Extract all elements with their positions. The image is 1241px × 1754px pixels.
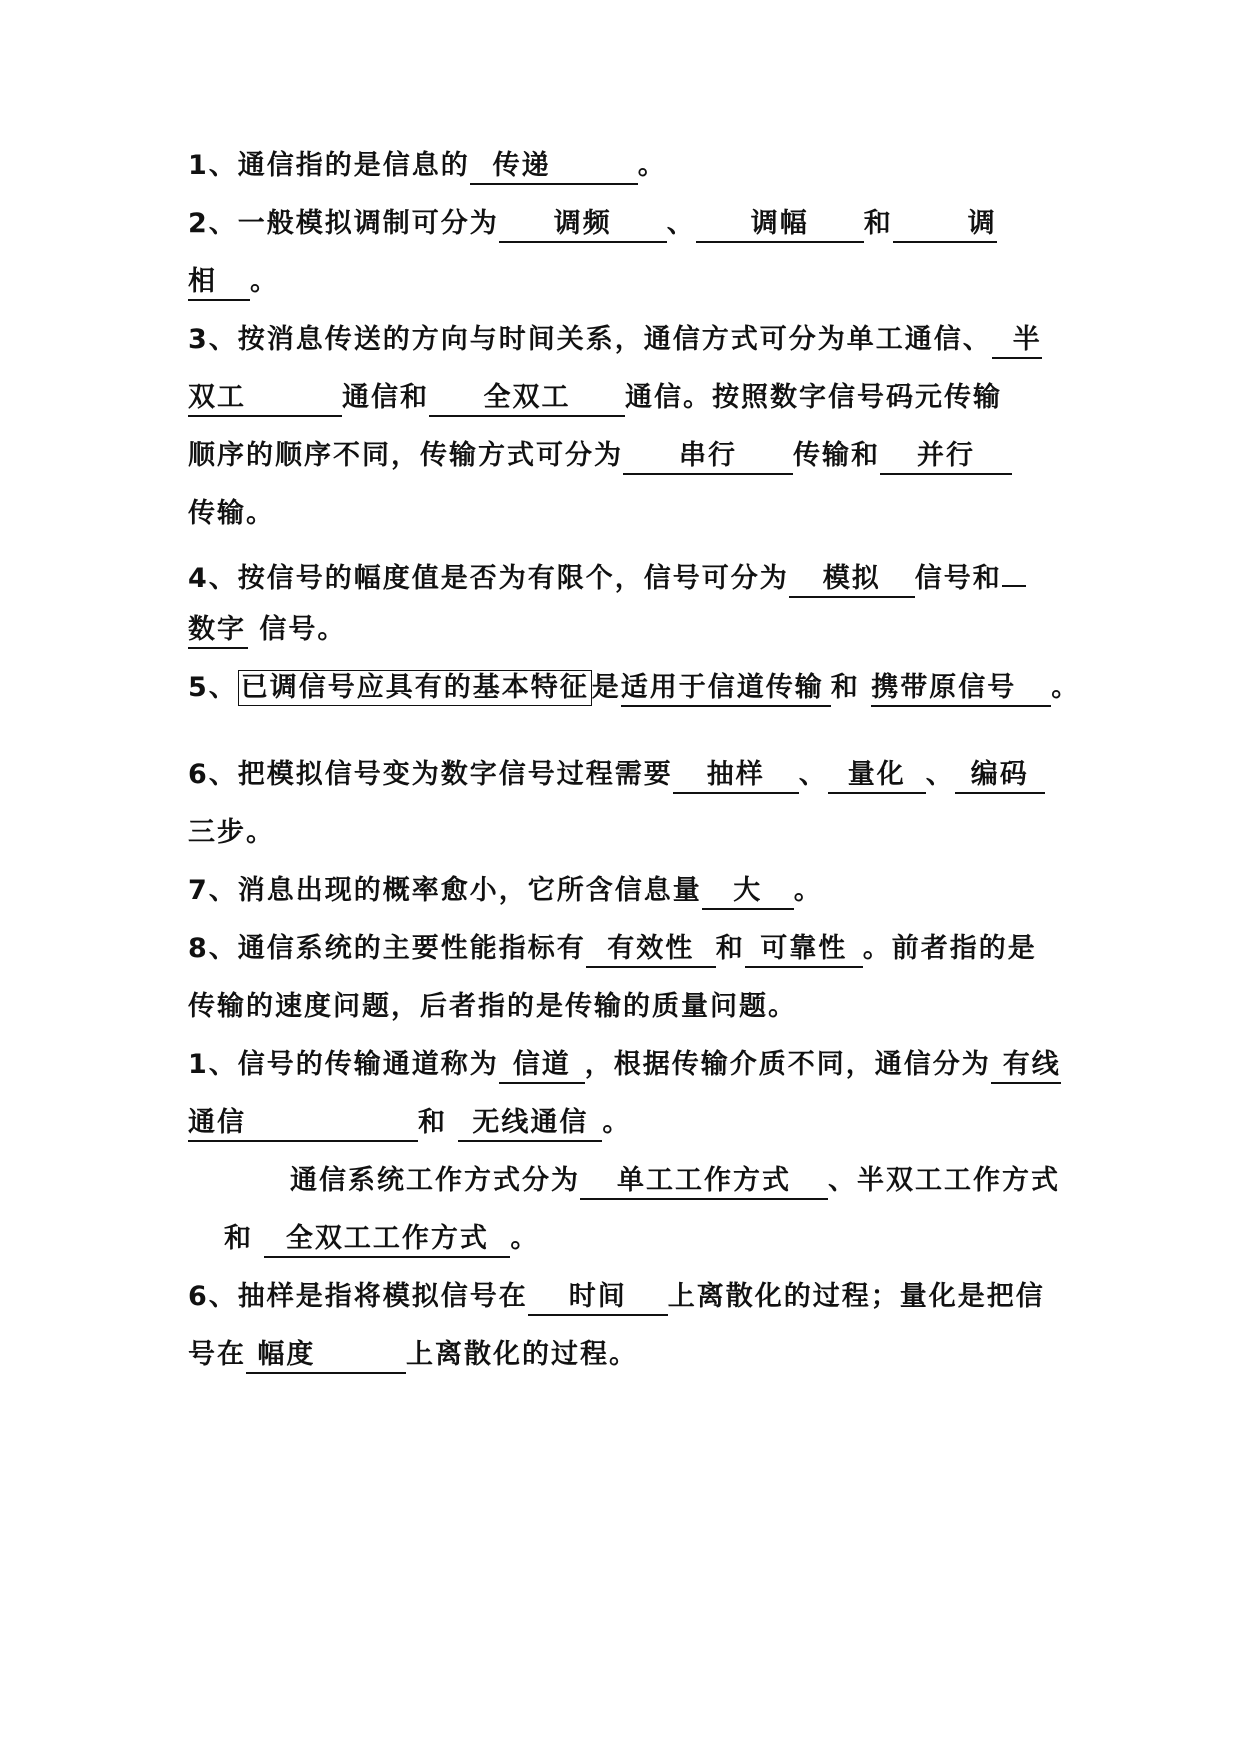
q2-answer-3b-text: 相 <box>188 266 217 297</box>
q10-answer-1-text: 单工工作方式 <box>617 1165 791 1196</box>
q10-line-2-prefix: 和 <box>224 1223 253 1254</box>
q3-answer-3-text: 串行 <box>679 440 737 471</box>
q5-suffix: 。 <box>1051 672 1081 703</box>
q7-answer-1-text: 大 <box>733 875 763 906</box>
q9-answer-2b <box>188 1106 418 1142</box>
question-2-line-2 <box>188 261 279 303</box>
q2-suffix: 。 <box>250 266 279 297</box>
q11-answer-1 <box>528 1280 668 1316</box>
q4-answer-1 <box>789 562 915 598</box>
q6-answer-1 <box>673 758 799 794</box>
q11-line-2-prefix: 号在 <box>188 1339 246 1370</box>
q3-answer-1b <box>188 381 342 417</box>
q5-boxed-term: 已调信号应具有的基本特征 <box>238 670 592 706</box>
q8-line-2: 传输的速度问题，后者指的是传输的质量问题。 <box>188 991 797 1022</box>
q1-answer-1 <box>470 149 638 185</box>
q5-mid-2: 和 <box>830 672 860 703</box>
q6-prefix: 6、把模拟信号变为数字信号过程需要 <box>188 759 673 790</box>
q3-answer-1b-text: 双工 <box>188 382 246 413</box>
q4-answer-2-text: 数字 <box>188 614 246 645</box>
q6-suffix: 三步。 <box>188 817 275 848</box>
q2-answer-3a-text: 调 <box>967 208 997 239</box>
q8-answer-2-text: 可靠性 <box>760 933 848 964</box>
q4-suffix: 信号。 <box>259 614 347 645</box>
q8-mid: 和 <box>715 933 745 964</box>
q2-answer-3a <box>893 207 997 243</box>
q3-answer-1a <box>992 323 1042 359</box>
question-10-line-2 <box>224 1218 539 1260</box>
q2-sep-2: 和 <box>863 208 893 239</box>
q8-answer-1-text: 有效性 <box>607 933 695 964</box>
question-10-line-1 <box>290 1160 1060 1202</box>
q11-suffix: 上离散化的过程。 <box>406 1339 638 1370</box>
q6-answer-3-text: 编码 <box>970 759 1029 790</box>
q11-mid: 上离散化的过程；量化是把信 <box>667 1281 1045 1312</box>
q9-prefix: 1、信号的传输通道称为 <box>188 1049 499 1080</box>
q9-suffix: 。 <box>602 1107 632 1138</box>
q10-prefix: 通信系统工作方式分为 <box>290 1165 580 1196</box>
q1-suffix: 。 <box>637 150 667 181</box>
q3-mid-3: 传输和 <box>793 440 880 471</box>
q11-answer-2 <box>246 1338 406 1374</box>
q8-tail-1: 。前者指的是 <box>862 933 1037 964</box>
q7-answer-1 <box>702 874 794 910</box>
q3-answer-4-text: 并行 <box>917 440 975 471</box>
question-8-line-2 <box>188 986 797 1028</box>
question-4-line-2 <box>188 609 346 651</box>
q5-answer-2 <box>871 671 1051 707</box>
q5-prefix: 5、 <box>188 672 238 703</box>
q3-answer-3 <box>623 439 793 475</box>
q7-prefix: 7、消息出现的概率愈小，它所含信息量 <box>188 875 702 906</box>
q3-prefix: 3、按消息传送的方向与时间关系，通信方式可分为单工通信、 <box>188 324 992 355</box>
question-9-line-2 <box>188 1102 631 1144</box>
q2-sep-1: 、 <box>666 208 696 239</box>
q7-suffix: 。 <box>793 875 823 906</box>
q2-answer-1-text: 调频 <box>553 208 612 239</box>
q9-answer-3-text: 无线通信 <box>472 1107 589 1138</box>
q3-answer-2 <box>429 381 625 417</box>
q11-answer-1-text: 时间 <box>568 1281 627 1312</box>
q5-mid-1: 是 <box>591 672 621 703</box>
q11-answer-2-text: 幅度 <box>257 1339 316 1370</box>
q2-answer-2-text: 调幅 <box>750 208 809 239</box>
q2-answer-3b <box>188 265 250 301</box>
question-5-line-1 <box>188 667 1080 709</box>
q9-answer-2b-text: 通信 <box>188 1107 246 1138</box>
q9-answer-2a-text: 有线 <box>1002 1049 1061 1080</box>
q6-sep-1: 、 <box>798 759 828 790</box>
q6-sep-2: 、 <box>925 759 955 790</box>
question-2-line-1 <box>188 203 997 245</box>
q10-answer-2 <box>264 1222 510 1258</box>
q9-answer-2a <box>991 1048 1061 1084</box>
q3-suffix: 传输。 <box>188 498 275 529</box>
q2-answer-2 <box>696 207 864 243</box>
q10-suffix: 。 <box>510 1223 540 1254</box>
question-3-line-4 <box>188 493 275 535</box>
q1-prefix: 1、通信指的是信息的 <box>188 150 470 181</box>
q3-mid-2: 通信。按照数字信号码元传输 <box>625 382 1002 413</box>
q3-answer-4 <box>880 439 1012 475</box>
q6-answer-3 <box>955 758 1045 794</box>
question-6-line-1 <box>188 754 1045 796</box>
q4-answer-2-lead <box>1002 551 1026 587</box>
q2-prefix: 2、一般模拟调制可分为 <box>188 208 499 239</box>
q1-answer-1-text: 传递 <box>492 150 551 181</box>
q9-answer-1-text: 信道 <box>512 1049 571 1080</box>
question-9-line-1 <box>188 1044 1061 1086</box>
question-3-line-2 <box>188 377 1002 419</box>
q10-mid: 、半双工工作方式 <box>828 1165 1060 1196</box>
q5-answer-1 <box>621 671 831 707</box>
q4-answer-1-text: 模拟 <box>822 563 881 594</box>
q10-answer-2-text: 全双工工作方式 <box>285 1223 489 1254</box>
q3-mid-1: 通信和 <box>342 382 429 413</box>
q9-answer-1 <box>499 1048 585 1084</box>
question-1-line-1 <box>188 145 667 187</box>
q8-answer-2 <box>745 932 863 968</box>
q9-mid-2: 和 <box>418 1107 447 1138</box>
q11-prefix: 6、抽样是指将模拟信号在 <box>188 1281 528 1312</box>
q3-answer-1a-text: 半 <box>1012 324 1042 355</box>
q6-answer-1-text: 抽样 <box>706 759 765 790</box>
question-3-line-1 <box>188 319 1042 361</box>
question-8-line-1 <box>188 928 1037 970</box>
question-6-line-2 <box>188 812 275 854</box>
question-11-line-1 <box>188 1276 1045 1318</box>
q3-answer-2-text: 全双工 <box>483 382 571 413</box>
question-3-line-3 <box>188 435 1012 477</box>
q3-line-3-prefix: 顺序的顺序不同，传输方式可分为 <box>188 440 623 471</box>
question-4-line-1 <box>188 551 1026 593</box>
question-11-line-2 <box>188 1334 638 1376</box>
q2-answer-1 <box>499 207 667 243</box>
q4-prefix: 4、按信号的幅度值是否为有限个，信号可分为 <box>188 563 789 594</box>
q6-answer-2 <box>828 758 926 794</box>
q4-mid: 信号和 <box>914 563 1002 594</box>
q5-answer-2-text: 携带原信号 <box>871 672 1017 703</box>
q8-prefix: 8、通信系统的主要性能指标有 <box>188 933 586 964</box>
q4-answer-2 <box>188 613 248 649</box>
q10-answer-1 <box>580 1164 828 1200</box>
q6-answer-2-text: 量化 <box>847 759 906 790</box>
q8-answer-1 <box>586 932 716 968</box>
q5-answer-1-text: 适用于信道传输 <box>620 672 824 703</box>
q9-mid: ，根据传输介质不同，通信分为 <box>584 1049 991 1080</box>
q9-answer-3 <box>458 1106 602 1142</box>
question-7-line-1 <box>188 870 823 912</box>
